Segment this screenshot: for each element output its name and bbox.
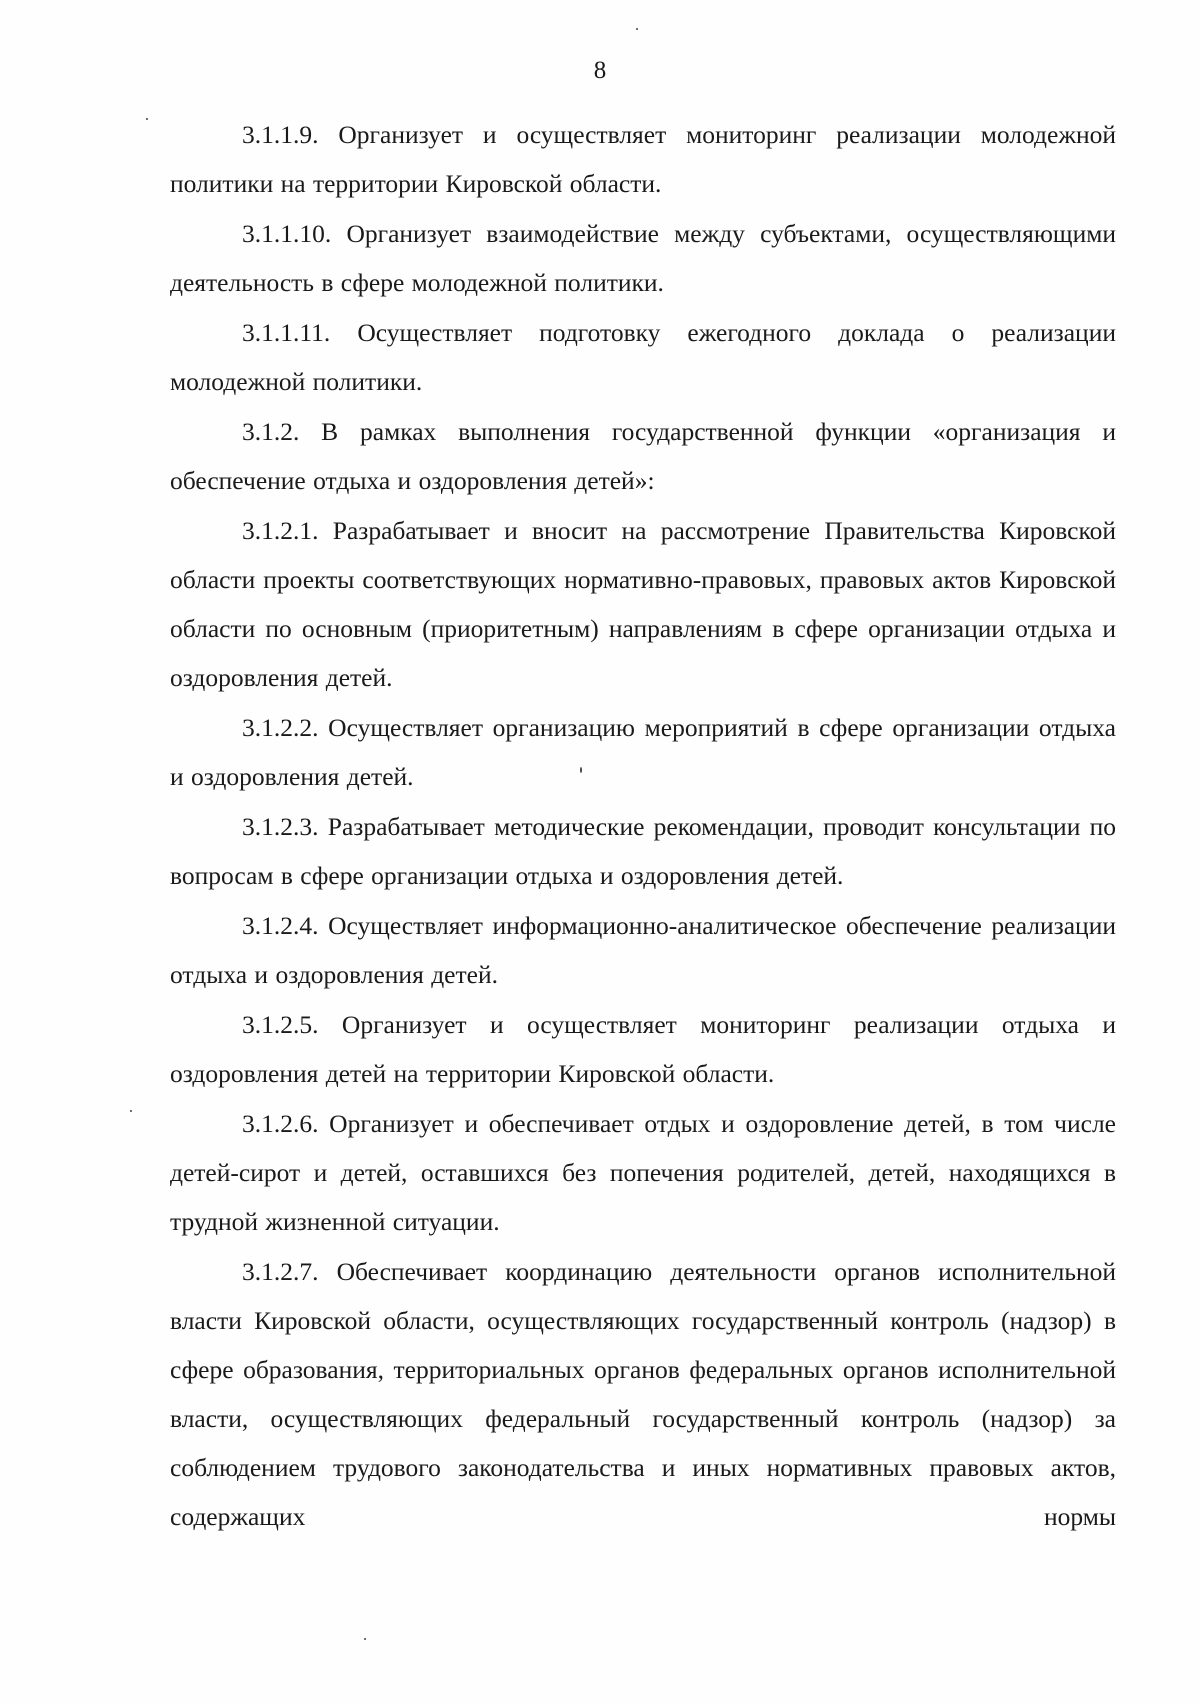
- paragraph-3-1-1-9: 3.1.1.9. Организует и осуществляет мониторинг реализации молодежной политики на территории Кировской области.: [170, 120, 1116, 198]
- scan-speck: [146, 118, 148, 120]
- paragraph-3-1-2-4: 3.1.2.4. Осуществляет информационно-аналитическое обеспечение реализации отдыха и оздоровления детей.: [170, 911, 1116, 989]
- paragraph-3-1-1-10: 3.1.1.10. Организует взаимодействие между субъектами, осуществляющими деятельность в сфере молодежной политики.: [170, 219, 1116, 297]
- paragraph-3-1-2-1: 3.1.2.1. Разрабатывает и вносит на рассмотрение Правительства Кировской области проекты соответствующих нормативно-правовых, правовых актов Кировской области по основным (приоритетным) направлениям в сфере организации отдыха и оздоровления детей.: [170, 516, 1116, 692]
- paragraph-3-1-2-6: 3.1.2.6. Организует и обеспечивает отдых и оздоровление детей, в том числе детей-сирот и детей, оставшихся без попечения родителей, детей, находящихся в трудной жизненной ситуации.: [170, 1109, 1116, 1236]
- paragraph-3-1-1-11: 3.1.1.11. Осуществляет подготовку ежегодного доклада о реализации молодежной политики.: [170, 318, 1116, 396]
- paragraph-3-1-2: 3.1.2. В рамках выполнения государственной функции «организация и обеспечение отдыха и оздоровления детей»:: [170, 417, 1116, 495]
- paragraph-3-1-2-5: 3.1.2.5. Организует и осуществляет мониторинг реализации отдыха и оздоровления детей на территории Кировской области.: [170, 1010, 1116, 1088]
- page-number: 8: [593, 57, 607, 84]
- scan-speck: [636, 28, 638, 30]
- document-body: [170, 110, 1116, 1542]
- scan-speck: [580, 767, 582, 773]
- paragraph-3-1-2-2: 3.1.2.2. Осуществляет организацию мероприятий в сфере организации отдыха и оздоровления детей.: [170, 713, 1116, 791]
- paragraph-3-1-2-3: 3.1.2.3. Разрабатывает методические рекомендации, проводит консультации по вопросам в сфере организации отдыха и оздоровления детей.: [170, 812, 1116, 890]
- paragraph-3-1-2-7: 3.1.2.7. Обеспечивает координацию деятельности органов исполнительной власти Кировской области, осуществляющих государственный контроль (надзор) в сфере образования, территориальных органов федеральных органов исполнительной власти, осуществляющих федеральный государственный контроль (надзор) за соблюдением трудового законодательства и иных нормативных правовых актов, содержащих нормы: [170, 1257, 1116, 1531]
- scan-speck: [364, 1638, 366, 1640]
- scan-speck: [130, 1110, 132, 1112]
